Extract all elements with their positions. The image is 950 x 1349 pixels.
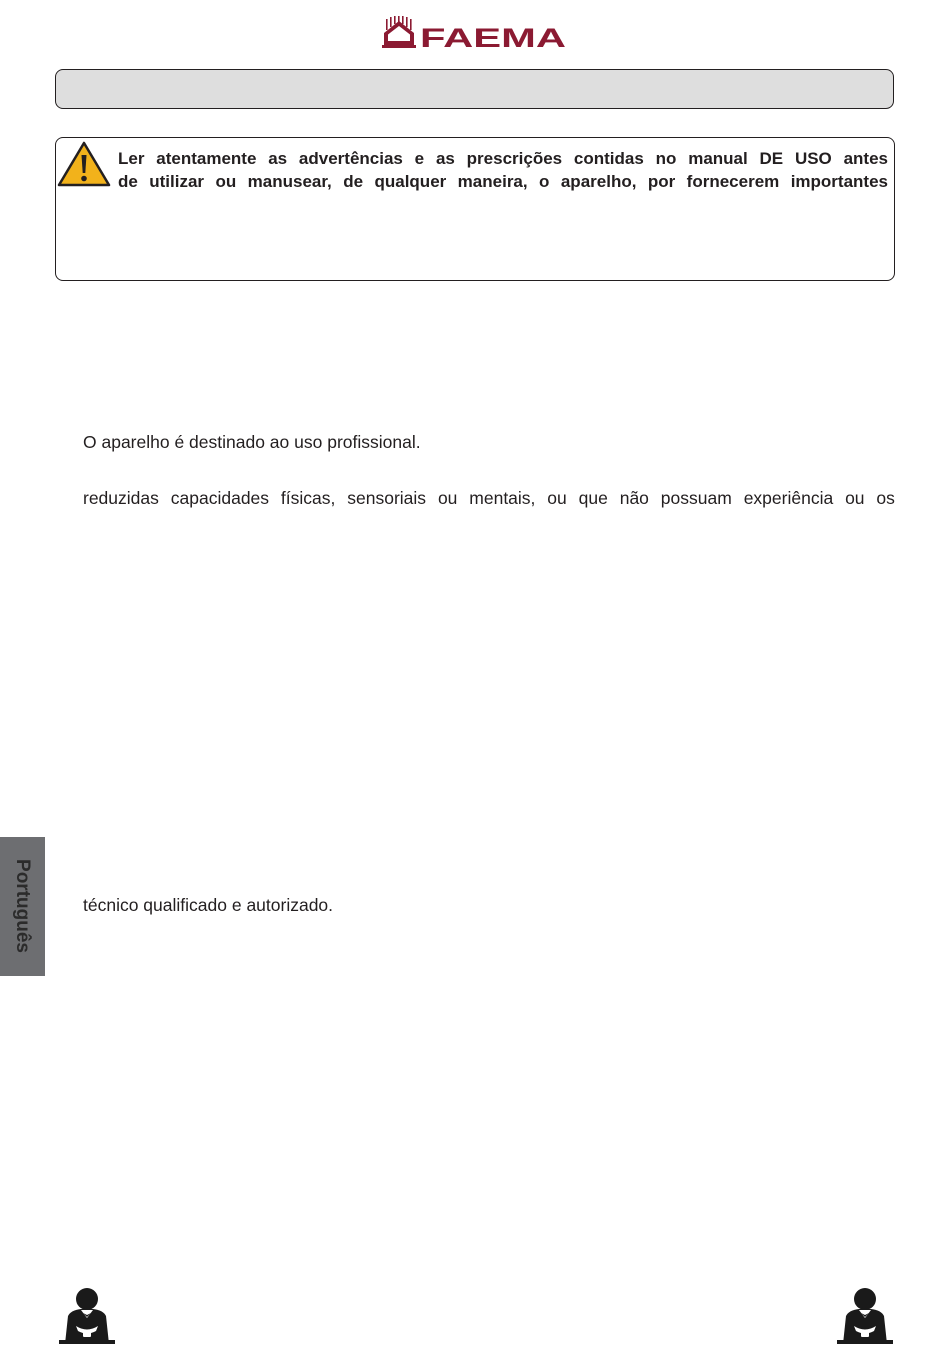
word: experiência (743, 488, 834, 508)
word: físicas, (280, 488, 336, 508)
word: que (578, 488, 608, 508)
word: capacidades (170, 488, 270, 508)
faema-logo (382, 16, 568, 50)
word: mentais, (469, 488, 536, 508)
word: ou (437, 488, 458, 508)
word: possuam (660, 488, 732, 508)
section-title-bar (55, 69, 894, 109)
brand-text: FAEMA (420, 23, 566, 50)
warning-text (118, 147, 888, 193)
word: reduzidas (83, 488, 159, 508)
language-tab-label: Português (12, 859, 33, 953)
warning-triangle-icon (57, 140, 111, 188)
barista-icon (55, 1286, 119, 1344)
word: ou (845, 488, 865, 508)
paragraph-professional-use: O aparelho é destinado ao uso profissional. (83, 432, 421, 452)
warning-line-1: Ler atentamente as advertências e as prescrições contidas no manual DE USO antes (118, 149, 888, 168)
paragraph-qualified-technician: técnico qualificado e autorizado. (83, 895, 334, 915)
barista-icon (833, 1286, 897, 1344)
word: ou (547, 488, 567, 508)
warning-box (55, 137, 895, 281)
warning-line-2: de utilizar ou manusear, de qualquer maneira, o aparelho, por fornecerem importantes (118, 172, 888, 191)
language-side-tab (0, 837, 45, 976)
word: sensoriais (347, 488, 427, 508)
word: os (876, 488, 895, 508)
paragraph-reduced-capacities (83, 487, 895, 509)
word: não (619, 488, 649, 508)
